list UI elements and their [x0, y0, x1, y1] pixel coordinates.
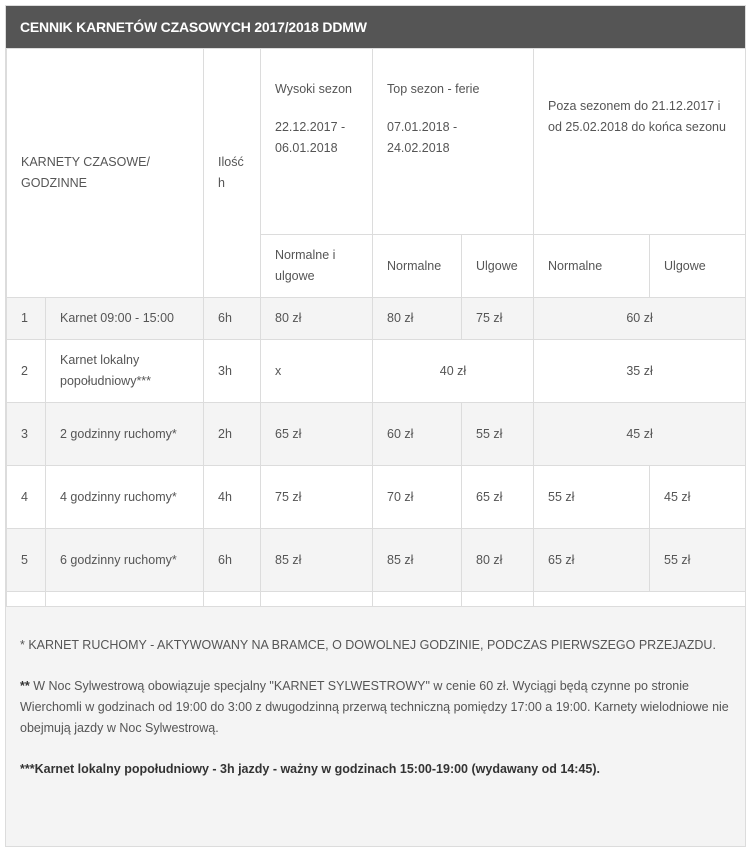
top-season-name: Top sezon - ferie [387, 82, 480, 96]
pass-name: Karnet lokalny popołudniowy*** [46, 340, 204, 403]
high-season-name: Wysoki sezon [275, 82, 352, 96]
price-top-season: 40 zł [373, 340, 534, 403]
header-hours: Ilość h [204, 49, 261, 298]
pass-hours: 2h [204, 403, 261, 466]
footnote-afternoon-text: ***Karnet lokalny popołudniowy - 3h jazdy - ważny w godzinach 15:00-19:00 (wydawany od 14:45). [20, 762, 600, 776]
pass-name: 2 godzinny ruchomy* [46, 403, 204, 466]
price-top-reduced: 80 zł [462, 529, 534, 592]
row-number: 5 [7, 529, 46, 592]
price-top-reduced: 75 zł [462, 298, 534, 340]
price-top-normal: 70 zł [373, 466, 462, 529]
header-pass-type: KARNETY CZASOWE/ GODZINNE [7, 49, 204, 298]
pass-hours: 4h [204, 466, 261, 529]
pass-name: 4 godzinny ruchomy* [46, 466, 204, 529]
table-row [7, 466, 746, 529]
header-normal-and-reduced: Normalne i ulgowe [261, 235, 373, 298]
price-high-season: 75 zł [261, 466, 373, 529]
price-off-normal: 65 zł [534, 529, 650, 592]
header-top-normal: Normalne [373, 235, 462, 298]
row-number: 4 [7, 466, 46, 529]
table-row [7, 403, 746, 466]
header-top-reduced: Ulgowe [462, 235, 534, 298]
price-top-reduced: 65 zł [462, 466, 534, 529]
row-number: 2 [7, 340, 46, 403]
price-top-reduced: 55 zł [462, 403, 534, 466]
price-high-season: x [261, 340, 373, 403]
pass-hours: 6h [204, 529, 261, 592]
price-high-season: 80 zł [261, 298, 373, 340]
price-table [6, 48, 746, 655]
price-off-season: 35 zł [534, 340, 746, 403]
pass-hours: 3h [204, 340, 261, 403]
pass-name: 6 godzinny ruchomy* [46, 529, 204, 592]
header-top-season [373, 49, 534, 235]
price-off-reduced: 55 zł [650, 529, 746, 592]
header-high-season [261, 49, 373, 235]
footnotes [6, 606, 745, 846]
high-season-dates: 22.12.2017 - 06.01.2018 [275, 120, 346, 155]
pass-name: Karnet 09:00 - 15:00 [46, 298, 204, 340]
price-list-title: CENNIK KARNETÓW CZASOWYCH 2017/2018 DDMW [6, 6, 745, 48]
header-off-reduced: Ulgowe [650, 235, 746, 298]
footnote-afternoon-pass [20, 759, 731, 780]
header-off-season: Poza sezonem do 21.12.2017 i od 25.02.2018 do końca sezonu [534, 49, 746, 235]
table-row [7, 340, 746, 403]
price-high-season: 65 zł [261, 403, 373, 466]
table-row [7, 529, 746, 592]
price-off-normal: 55 zł [534, 466, 650, 529]
price-top-normal: 60 zł [373, 403, 462, 466]
price-list-panel [5, 5, 746, 847]
price-top-normal: 80 zł [373, 298, 462, 340]
table-row [7, 298, 746, 340]
price-off-season: 60 zł [534, 298, 746, 340]
price-off-reduced: 45 zł [650, 466, 746, 529]
price-high-season: 85 zł [261, 529, 373, 592]
footnote-new-year-text: W Noc Sylwestrową obowiązuje specjalny "KARNET SYLWESTROWY" w cenie 60 zł. Wyciągi będą czynne po stronie Wierchomli w godzinach od 19:00 do 3:00 z dwugodzinną przerwą techniczną pomiędzy 17:00 a 19:00. Karnety wielodniowe nie obejmują jazdy w Noc Sylwestrową. [20, 679, 729, 735]
price-off-season: 45 zł [534, 403, 746, 466]
header-off-normal: Normalne [534, 235, 650, 298]
header-row-1 [7, 49, 746, 235]
pass-hours: 6h [204, 298, 261, 340]
row-number: 1 [7, 298, 46, 340]
top-season-dates: 07.01.2018 - 24.02.2018 [387, 120, 458, 155]
price-top-normal: 85 zł [373, 529, 462, 592]
row-number: 3 [7, 403, 46, 466]
footnote-moving-pass: * KARNET RUCHOMY - AKTYWOWANY NA BRAMCE, O DOWOLNEJ GODZINIE, PODCZAS PIERWSZEGO PRZEJAZDU. [20, 638, 716, 652]
footnote-new-year [20, 676, 731, 739]
footnote-mark: ** [20, 679, 30, 693]
